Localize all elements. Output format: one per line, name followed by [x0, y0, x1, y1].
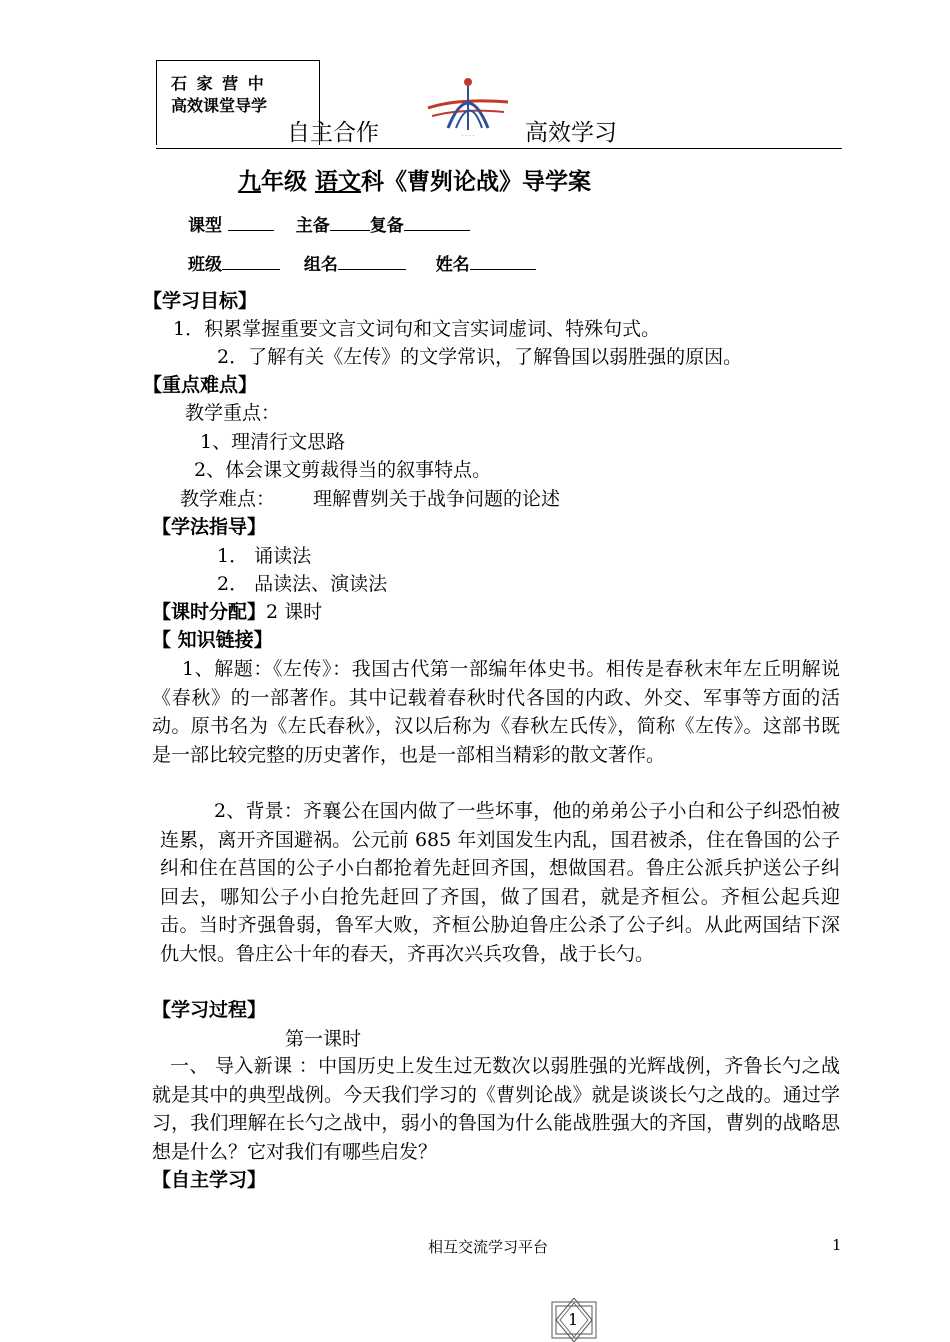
title-grade: 九	[238, 169, 261, 195]
meta-row-1	[188, 211, 470, 236]
school-box-line1: 石 家 营 中	[171, 74, 266, 93]
main-prep-blank[interactable]	[330, 214, 370, 231]
knowledge-heading: 【 知识链接】	[152, 629, 273, 651]
header-rule	[156, 148, 842, 149]
page-title	[238, 163, 591, 196]
method-heading: 【学法指导】	[152, 516, 267, 538]
knowledge-1: 1、解题：《左传》：我国古代第一部编年体史书。相传是春秋末年左丘明解说《春秋》的一部著作。其中记载着春秋时代各国的内政、外交、军事等方面的活动。原书名为《左氏春秋》，汉以后称为《春秋左氏传》，简称《左传》。这部书既是一部比较完整的历史著作，也是一部相当精彩的散文著作。	[152, 658, 840, 766]
course-type-label: 课型	[188, 216, 222, 236]
slogan-left: 自主合作	[287, 120, 379, 146]
lesson-1-label: 第一课时	[285, 1028, 362, 1050]
re-prep-label: 复备	[369, 216, 404, 236]
knowledge-2: 2、背景：齐襄公在国内做了一些坏事，他的弟弟公子小白和公子纠恐怕被连累，离开齐国避祸。公元前 685 年刘国发生内乱，国君被杀，住在鲁国的公子纠和住在莒国的公子小白都抢着先赶回齐国，想做国君。鲁庄公派兵护送公子纠回去，哪知公子小白抢先赶回了齐国，做了国君，就是齐桓公。齐桓公起兵迎击。当时齐强鲁弱，鲁军大败，齐桓公胁迫鲁庄公杀了公子纠。从此两国结下深仇大恨。鲁庄公十年的春天，齐再次兴兵攻鲁，战于长勺。	[160, 800, 840, 965]
svg-text:· · · ·: · · · ·	[461, 133, 475, 140]
goal-2: 2．了解有关《左传》的文学常识，了解鲁国以弱胜强的原因。	[217, 346, 743, 368]
name-label: 姓名	[435, 255, 470, 275]
title-subject-suffix: 科《曹刿论战》导学案	[361, 169, 592, 195]
school-box-line2: 高效课堂导学	[171, 96, 268, 115]
time-heading: 【课时分配】	[152, 601, 267, 623]
footer-page-number: 1	[832, 1236, 842, 1254]
intro-paragraph: 一、 导入新课 ：中国历史上发生过无数次以弱胜强的光辉战例，齐鲁长勺之战就是其中的典型战例。今天我们学习的《曹刿论战》就是谈谈长勺之战的。通过学习，我们理解在长勺之战中，弱小的鲁国为什么能战胜强大的齐国，曹刿的战略思想是什么？它对我们有哪些启发？	[152, 1055, 840, 1163]
goal-1: 1．积累掌握重要文言文词句和文言实词虚词、特殊句式。	[173, 318, 661, 340]
class-blank[interactable]	[222, 253, 280, 270]
page-badge-number: 1	[568, 1310, 579, 1329]
name-blank[interactable]	[470, 253, 536, 270]
key-point-2: 2、体会课文剪裁得当的叙事特点。	[194, 459, 492, 481]
meta-row-2	[188, 250, 536, 275]
course-type-blank[interactable]	[228, 214, 274, 231]
key-point-1: 1、理清行文思路	[200, 431, 346, 453]
key-label: 教学重点：	[185, 402, 281, 424]
key-heading: 【重点难点】	[143, 374, 258, 396]
difficulty-row	[180, 485, 560, 513]
process-heading: 【学习过程】	[152, 999, 267, 1021]
group-label: 组名	[303, 255, 338, 275]
main-prep-label: 主备	[295, 216, 330, 236]
school-emblem-icon	[418, 68, 518, 140]
method-1: 1． 诵读法	[217, 545, 312, 567]
difficulty-text: 理解曹刿关于战争问题的论述	[313, 488, 561, 510]
goals-heading: 【学习目标】	[143, 290, 258, 312]
self-study-heading: 【自主学习】	[152, 1169, 267, 1191]
footer-center-text: 相互交流学习平台	[428, 1238, 549, 1256]
group-blank[interactable]	[338, 253, 406, 270]
re-prep-blank[interactable]	[404, 214, 470, 231]
time-text: 2 课时	[266, 601, 323, 623]
difficulty-label: 教学难点：	[180, 488, 276, 510]
method-2: 2． 品读法、演读法	[217, 573, 388, 595]
time-row	[152, 598, 322, 626]
slogan-right: 高效学习	[525, 120, 617, 146]
title-subject: 语文	[315, 169, 362, 195]
class-label: 班级	[188, 255, 222, 275]
title-grade-suffix: 年级	[261, 169, 307, 195]
